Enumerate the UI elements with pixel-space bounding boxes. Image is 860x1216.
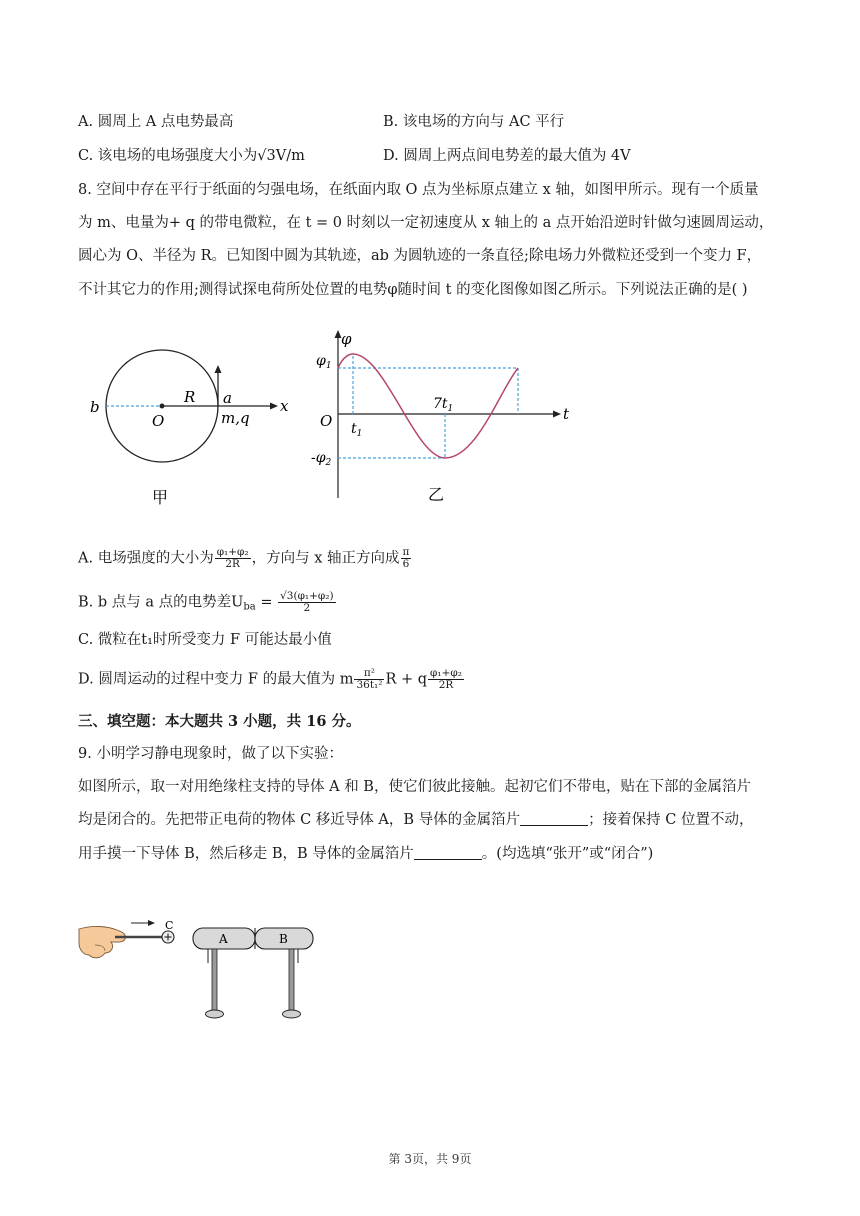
q7-option-c (78, 146, 305, 166)
label-phi1: $\varphi_1$ (316, 353, 332, 371)
fraction-numerator: √3(φ₁+φ₂) (280, 590, 334, 602)
section-3-heading: 三、填空题：本大题共 3 小题，共 16 分。 (78, 713, 361, 730)
q8-option-a (78, 547, 412, 570)
q9-line-3 (78, 810, 753, 830)
dashed-guides (338, 356, 518, 458)
fraction-denominator: 2 (303, 602, 311, 614)
page-footer: 第 3页，共 9页 (388, 1152, 472, 1166)
fraction-numerator: φ₁+φ₂ (216, 546, 249, 558)
q8-option-a-mid: ，方向与 x 轴正方向成 (251, 550, 400, 567)
q9-line-4 (78, 844, 653, 864)
angle-numerator: π (402, 546, 410, 558)
label-neg-phi2: $-\varphi_2$ (311, 450, 332, 468)
q9-line-4-text-b: 。(均选填“张开”或“闭合”) (481, 846, 654, 862)
q8-line-1: 8. 空间中存在平行于纸面的匀强电场，在纸面内取 O 点为坐标原点建立 x 轴，如图甲所示。现有一个质量 (78, 182, 759, 198)
q8-option-d-fraction-1 (354, 668, 384, 691)
fraction-denominator: 2R (438, 679, 454, 691)
fraction-denominator: 2R (225, 558, 240, 570)
label-a-conductor: A (219, 932, 228, 946)
answer-blank-2[interactable] (414, 845, 482, 860)
q7-option-c-value: √3V/m (257, 148, 305, 164)
fraction-numerator: π² (354, 668, 384, 680)
q8-option-a-fraction (215, 547, 251, 570)
q8-option-a-angle (401, 547, 412, 570)
q8-line-2: 为 m、电量为+ q 的带电微粒，在 t = 0 时刻以一定初速度从 x 轴上的 a 点开始沿逆时针做匀速圆周运动， (78, 215, 774, 231)
q8-line-3: 圆心为 O、半径为 R。已知图中圆为其轨迹，ab 为圆轨迹的一条直径;除电场力外微粒还受到一个变力 F， (78, 248, 762, 264)
hand-icon (79, 926, 126, 957)
label-phi: φ (341, 330, 352, 348)
origin-dot (160, 404, 165, 409)
stand-a (212, 949, 217, 1011)
velocity-arrow (215, 365, 222, 373)
figure-conductors (75, 915, 325, 1025)
q7-option-d: D. 圆周上两点间电势差的最大值为 4V (383, 148, 631, 164)
figure-jia (80, 325, 310, 515)
q9-line-1: 9. 小明学习静电现象时，做了以下实验： (78, 746, 343, 762)
q7-option-b: B. 该电场的方向与 AC 平行 (383, 114, 565, 130)
label-mq: m,q (221, 409, 250, 427)
stand-b (289, 949, 294, 1011)
q8-option-d-fraction-2 (428, 668, 464, 691)
figure-yi (305, 320, 585, 520)
label-R: R (184, 388, 196, 406)
angle-denominator: 6 (402, 558, 410, 570)
label-7t1: $7t_1$ (433, 396, 454, 414)
q8-option-d-mid: R + q (385, 671, 428, 688)
q9-line-3-text-b: ；接着保持 C 位置不动， (588, 812, 754, 828)
q8-line-4: 不计其它力的作用;测得试探电荷所处位置的电势φ随时间 t 的变化图像如图乙所示。下列说法正确的是( ) (78, 282, 748, 298)
label-origin: O (320, 412, 333, 430)
x-axis-arrow (270, 403, 278, 410)
q9-line-2: 如图所示，取一对用绝缘柱支持的导体 A 和 B，使它们彼此接触。起初它们不带电，贴在下部的金属箔片 (78, 779, 751, 795)
q8-option-b (78, 591, 337, 618)
q9-line-4-text-a: 用手摸一下导体 B，然后移走 B，B 导体的金属箔片 (78, 846, 414, 862)
q8-option-b-subscript: ba (243, 601, 256, 613)
base-a (206, 1010, 224, 1018)
q8-option-c: C. 微粒在t₁时所受变力 F 可能达最小值 (78, 632, 332, 648)
answer-blank-1[interactable] (520, 811, 588, 826)
label-b: b (90, 398, 100, 416)
label-b-conductor: B (279, 932, 288, 946)
q8-option-b-fraction (278, 591, 335, 614)
fraction-denominator: 36t₁² (356, 679, 383, 691)
label-t1: $t_1$ (351, 421, 363, 439)
caption-yi: 乙 (428, 485, 445, 504)
q8-option-d (78, 668, 465, 691)
q8-option-b-prefix: B. b 点与 a 点的电势差U (78, 594, 244, 611)
caption-jia: 甲 (152, 488, 169, 507)
t-axis-arrow (553, 411, 561, 418)
label-O: O (152, 412, 165, 430)
label-x: x (280, 397, 289, 415)
q7-option-a: A. 圆周上 A 点电势最高 (78, 114, 234, 130)
label-t: t (563, 405, 570, 423)
q7-option-c-prefix: C. 该电场的电场强度大小为 (78, 148, 258, 164)
fraction-numerator: φ₁+φ₂ (430, 667, 462, 679)
label-a: a (223, 389, 232, 407)
base-b (283, 1010, 301, 1018)
potential-curve (338, 354, 518, 458)
q8-option-b-eq: = (255, 594, 278, 611)
label-c: C (165, 919, 174, 932)
q9-line-3-text-a: 均是闭合的。先把带正电荷的物体 C 移近导体 A，B 导体的金属箔片 (78, 812, 521, 828)
q8-option-a-prefix: A. 电场强度的大小为 (78, 550, 214, 567)
q8-option-d-prefix: D. 圆周运动的过程中变力 F 的最大值为 m (78, 671, 354, 688)
